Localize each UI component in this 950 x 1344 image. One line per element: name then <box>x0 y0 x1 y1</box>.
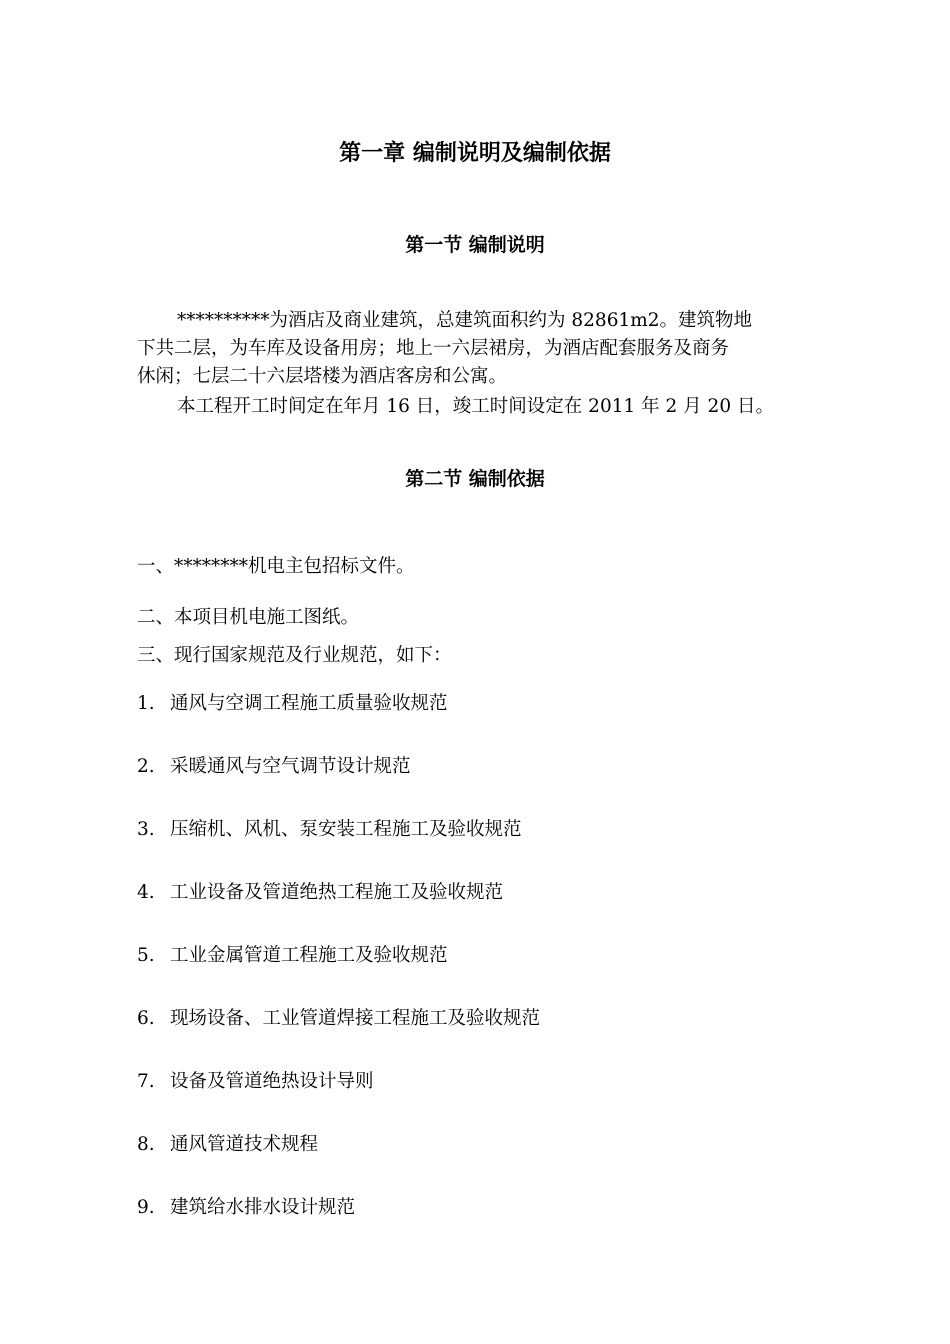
standard-number: 3. <box>137 819 155 840</box>
schedule-paragraph: 本工程开工时间定在年月 16 日，竣工时间设定在 2011 年 2 月 20 日。 <box>177 396 774 417</box>
standard-text: 通风与空调工程施工质量验收规范 <box>170 693 448 714</box>
standard-number: 6. <box>137 1008 155 1029</box>
standard-text: 工业设备及管道绝热工程施工及验收规范 <box>170 882 504 903</box>
standard-text: 建筑给水排水设计规范 <box>170 1197 356 1218</box>
standard-item <box>137 941 448 967</box>
standard-number: 8. <box>137 1134 155 1155</box>
standard-number: 7. <box>137 1071 155 1092</box>
basis-item-3: 三、现行国家规范及行业规范，如下： <box>137 645 452 666</box>
standard-number: 2. <box>137 756 155 777</box>
standard-text: 工业金属管道工程施工及验收规范 <box>170 945 448 966</box>
section-2-title: 第二节 编制依据 <box>405 468 545 490</box>
standard-item <box>137 878 503 904</box>
standard-text: 现场设备、工业管道焊接工程施工及验收规范 <box>170 1008 541 1029</box>
standard-item <box>137 752 411 778</box>
standard-number: 5. <box>137 945 155 966</box>
standard-number: 1. <box>137 693 155 714</box>
standard-text: 采暖通风与空气调节设计规范 <box>170 756 411 777</box>
intro-line-3: 休闲；七层二十六层塔楼为酒店客房和公寓。 <box>137 366 508 387</box>
intro-line-1: **********为酒店及商业建筑，总建筑面积约为 82861m2。建筑物地 <box>177 310 753 331</box>
standard-item <box>137 1067 374 1093</box>
standard-text: 设备及管道绝热设计导则 <box>170 1071 374 1092</box>
standard-text: 压缩机、风机、泵安装工程施工及验收规范 <box>170 819 522 840</box>
standard-item <box>137 1193 355 1219</box>
standard-item <box>137 815 522 841</box>
standard-item <box>137 689 448 715</box>
standard-item <box>137 1004 540 1030</box>
basis-item-1: 一、********机电主包招标文件。 <box>137 556 415 577</box>
standard-number: 4. <box>137 882 155 903</box>
standard-number: 9. <box>137 1197 155 1218</box>
standard-item <box>137 1130 318 1156</box>
chapter-title: 第一章 编制说明及编制依据 <box>339 141 611 166</box>
basis-item-2: 二、本项目机电施工图纸。 <box>137 607 360 628</box>
intro-paragraph <box>137 307 837 391</box>
standard-text: 通风管道技术规程 <box>170 1134 319 1155</box>
intro-line-2: 下共二层，为车库及设备用房；地上一六层裙房，为酒店配套服务及商务 <box>137 338 730 359</box>
section-1-title: 第一节 编制说明 <box>405 234 545 256</box>
